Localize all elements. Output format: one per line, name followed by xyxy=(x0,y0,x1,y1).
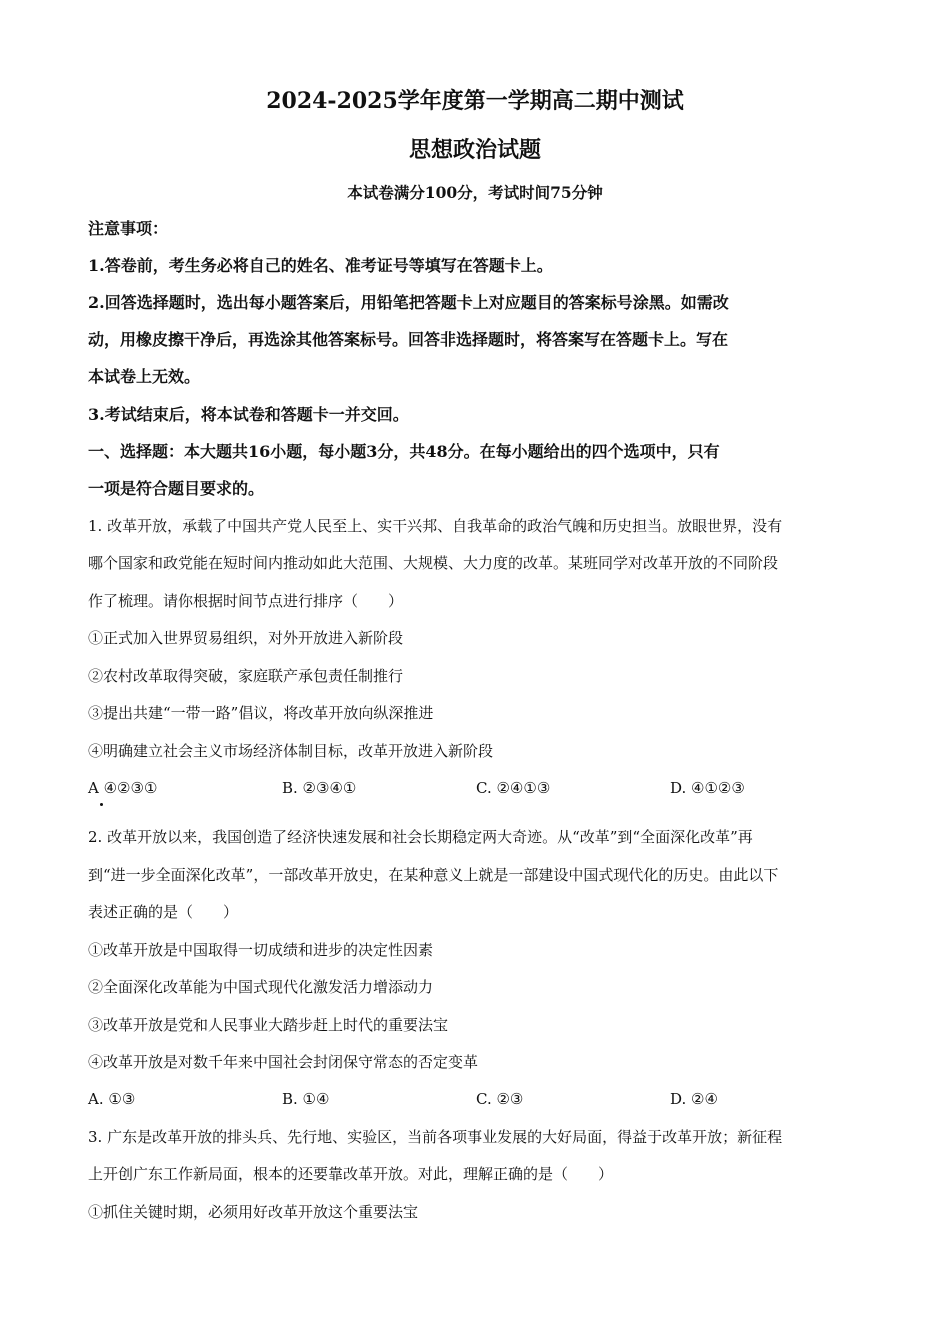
exam-info: 本试卷满分100分，考试时间75分钟 xyxy=(347,183,603,202)
question-1-option-d[interactable]: D. ④①②③ xyxy=(670,779,745,797)
question-2-item-3: ③改革开放是党和人民事业大踏步赶上时代的重要法宝 xyxy=(88,1016,449,1034)
notice-item-2-line-1: 2.回答选择题时，选出每小题答案后，用铅笔把答题卡上对应题目的答案标号涂黑。如需改 xyxy=(88,293,729,312)
question-1-stem-line-3: 作了梳理。请你根据时间节点进行排序（ ） xyxy=(88,592,404,610)
question-2-item-2: ②全面深化改革能为中国式现代化激发活力增添动力 xyxy=(88,978,434,996)
exam-subject-title: 思想政治试题 xyxy=(408,137,541,163)
question-3-stem-line-2: 上开创广东工作新局面，根本的还要靠改革开放。对此，理解正确的是（ ） xyxy=(88,1165,614,1183)
question-3-stem-line-1: 3. 广东是改革开放的排头兵、先行地、实验区，当前各项事业发展的大好局面，得益于改革开放；新征程 xyxy=(88,1128,783,1146)
question-2-stem-line-3: 表述正确的是（ ） xyxy=(88,903,239,921)
question-2-options xyxy=(88,1090,868,1120)
notice-item-3: 3.考试结束后，将本试卷和答题卡一并交回。 xyxy=(88,405,409,424)
question-2-item-1: ①改革开放是中国取得一切成绩和进步的决定性因素 xyxy=(88,941,434,959)
question-2-item-4: ④改革开放是对数千年来中国社会封闭保守常态的否定变革 xyxy=(88,1053,479,1071)
question-1-item-1: ①正式加入世界贸易组织，对外开放进入新阶段 xyxy=(88,629,404,647)
question-1-item-3: ③提出共建“一带一路”倡议，将改革开放向纵深推进 xyxy=(88,704,434,722)
exam-title: 2024-2025学年度第一学期高二期中测试 xyxy=(266,88,684,114)
notice-item-1: 1.答卷前，考生务必将自己的姓名、准考证号等填写在答题卡上。 xyxy=(88,256,553,275)
question-1-option-c[interactable]: C. ②④①③ xyxy=(476,779,551,797)
section-heading-line-2: 一项是符合题目要求的。 xyxy=(88,479,265,498)
question-2-option-c[interactable]: C. ②③ xyxy=(476,1090,524,1108)
question-1-item-2: ②农村改革取得突破，家庭联产承包责任制推行 xyxy=(88,667,404,685)
question-3-item-1: ①抓住关键时期，必须用好改革开放这个重要法宝 xyxy=(88,1203,419,1221)
stray-dot-mark xyxy=(100,803,103,806)
notice-item-2-line-2: 动，用橡皮擦干净后，再选涂其他答案标号。回答非选择题时，将答案写在答题卡上。写在 xyxy=(88,330,729,349)
question-2-option-a[interactable]: A. ①③ xyxy=(88,1090,136,1108)
section-heading-line-1: 一、选择题：本大题共16小题，每小题3分，共48分。在每小题给出的四个选项中，只有 xyxy=(88,442,720,461)
question-1-option-b[interactable]: B. ②③④① xyxy=(282,779,357,797)
question-2-option-d[interactable]: D. ②④ xyxy=(670,1090,718,1108)
question-2-option-b[interactable]: B. ①④ xyxy=(282,1090,330,1108)
question-1-options xyxy=(88,779,868,809)
notice-heading: 注意事项： xyxy=(88,219,169,238)
question-1-stem-line-2: 哪个国家和政党能在短时间内推动如此大范围、大规模、大力度的改革。某班同学对改革开放的不同阶段 xyxy=(88,554,779,572)
notice-item-2-line-3: 本试卷上无效。 xyxy=(88,367,201,386)
question-2-stem-line-1: 2. 改革开放以来，我国创造了经济快速发展和社会长期稳定两大奇迹。从“改革”到“全面深化改革”再 xyxy=(88,828,753,846)
question-2-stem-line-2: 到“进一步全面深化改革”，一部改革开放史，在某种意义上就是一部建设中国式现代化的历史。由此以下 xyxy=(88,866,779,884)
question-1-option-a[interactable]: A ④②③① xyxy=(88,779,158,797)
question-1-stem-line-1: 1. 改革开放，承载了中国共产党人民至上、实干兴邦、自我革命的政治气魄和历史担当。放眼世界，没有 xyxy=(88,517,783,535)
question-1-item-4: ④明确建立社会主义市场经济体制目标，改革开放进入新阶段 xyxy=(88,742,494,760)
